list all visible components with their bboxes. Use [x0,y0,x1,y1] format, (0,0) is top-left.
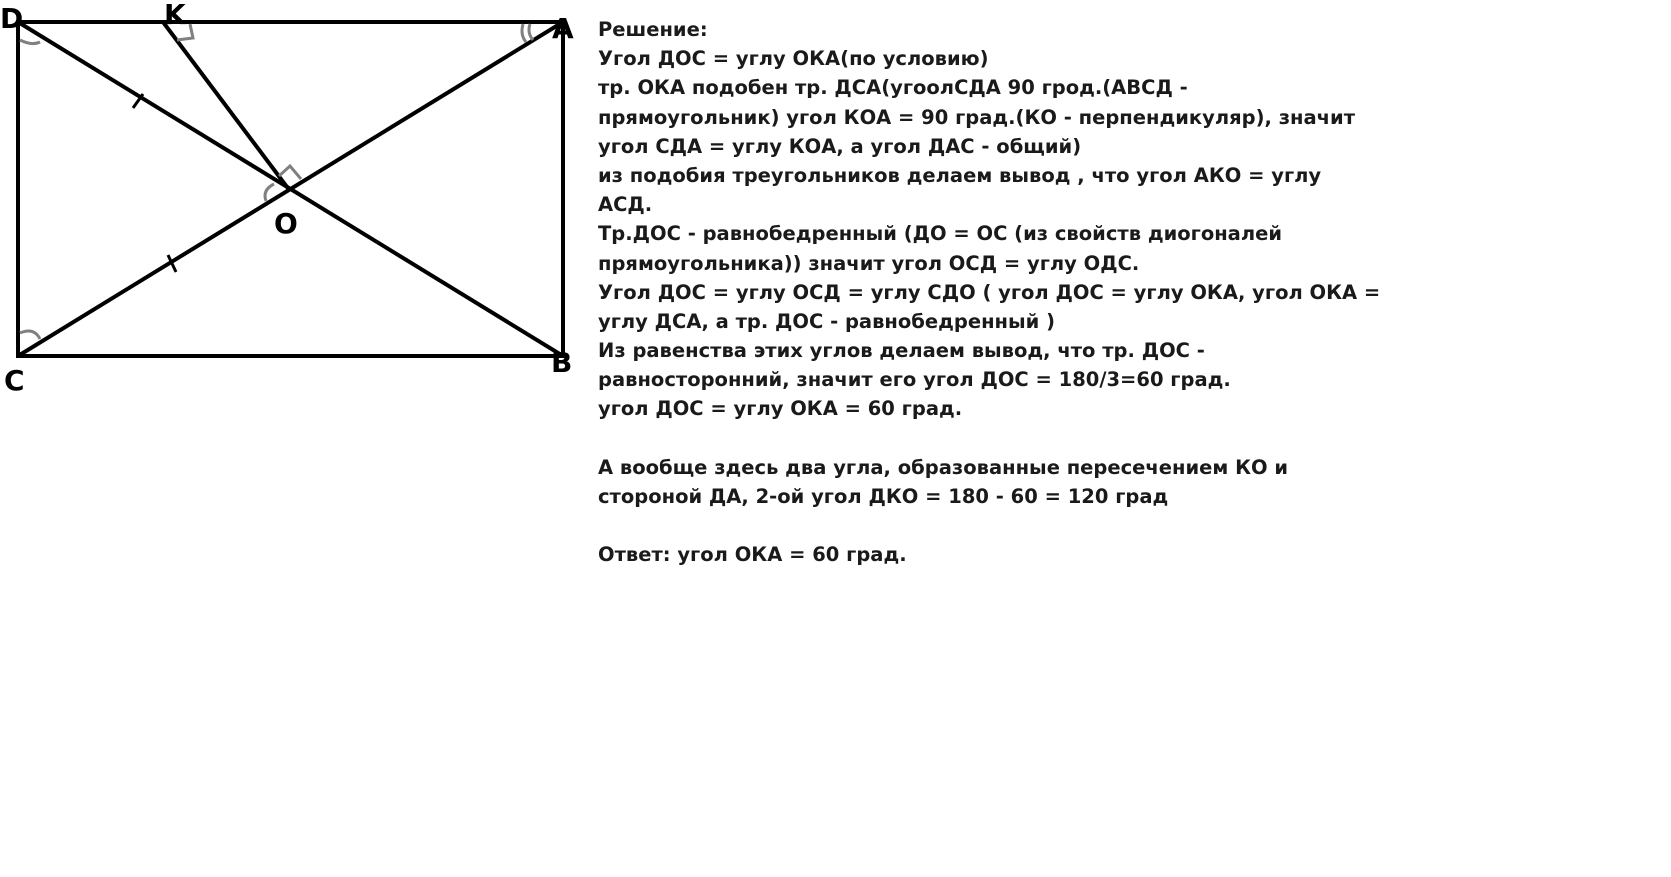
vertex-label-o: O [274,207,298,240]
geometry-figure [0,0,600,400]
solution-line: Угол ДОС = углу ОКА(по условию) [598,47,989,71]
vertex-label-a: A [552,12,574,45]
vertex-label-b: B [551,346,573,379]
vertex-label-d: D [0,2,24,35]
solution-text [598,15,1658,570]
solution-line: АСД. [598,193,653,217]
angle-mark-a-2 [529,24,533,40]
angle-mark-d [20,40,40,44]
solution-line: Решение: [598,18,708,41]
angle-mark-a-1 [522,24,526,42]
solution-line: Ответ: угол ОКА = 60 град. [598,543,907,567]
solution-line: Из равенства этих углов делаем вывод, что тр. ДОС - [598,339,1205,363]
solution-line: стороной ДА, 2-ой угол ДКО = 180 - 60 = 120 град [598,485,1169,508]
solution-line: углу ДСА, а тр. ДОС - равнобедренный ) [598,309,1056,333]
vertex-label-k: K [164,0,186,31]
angle-mark-o-right [279,166,301,179]
solution-line: прямоугольника)) значит угол ОСД = углу ОДС. [598,251,1140,275]
solution-line: Тр.ДОС - равнобедренный (ДО = ОС (из свойств диогоналей [598,222,1283,246]
solution-line: А вообще здесь два угла, образованные пересечением КО и [598,455,1289,479]
segment-ko [163,22,290,191]
solution-line: тр. ОКА подобен тр. ДСА(угоолСДА 90 грод.(АВСД - [598,76,1188,100]
vertex-label-c: C [4,364,25,397]
solution-line: угол СДА = углу КОА, а угол ДАС - общий) [598,134,1082,158]
solution-line: из подобия треугольников делаем вывод , что угол АКО = углу [598,163,1322,187]
solution-line [598,424,1658,453]
solution-line: прямоугольник) угол КОА = 90 град.(КО - перпендикуляр), значит [598,105,1356,129]
solution-line [598,511,1658,540]
solution-line: угол ДОС = углу ОКА = 60 град. [598,397,963,421]
solution-line: Угол ДОС = углу ОСД = углу СДО ( угол ДОС = углу ОКА, угол ОКА = [598,280,1381,304]
angle-mark-c [20,331,40,339]
solution-line: равносторонний, значит его угол ДОС = 180/3=60 град. [598,368,1231,392]
